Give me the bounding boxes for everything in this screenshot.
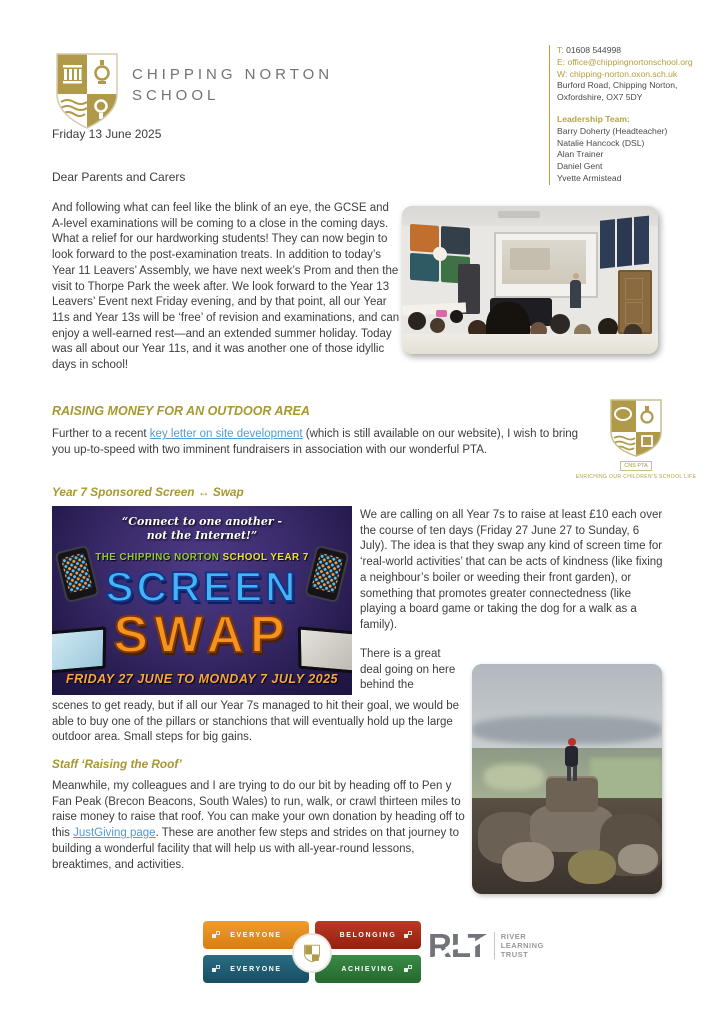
screen-swap-paragraph: We are calling on all Year 7s to raise at least £10 each over the course of ten days (Friday 27 June 27 to Sunday, 6 July). The idea is that they swap any kind of screen time for ‘real-world activities’ that can be acts of kindness (like fixing a neighbour’s boiler or weeding their front garden), or something that promotes greater connectedness (like playing a board game or taking the dog for a walk as a family). xyxy=(360,509,663,631)
phone-value: 01608 544998 xyxy=(566,45,622,55)
tv-icon xyxy=(52,626,106,673)
photo-detail-field-patch xyxy=(484,764,544,790)
email-value: office@chippingnortonschool.org xyxy=(567,56,693,67)
staff-paragraph xyxy=(52,779,472,873)
value-block-label: ACHIEVING xyxy=(341,965,395,973)
section-heading: RAISING MONEY FOR AN OUTDOOR AREA xyxy=(52,404,310,418)
contact-email xyxy=(557,57,724,69)
photo-detail-hiker-body xyxy=(565,746,578,767)
poster-dates: FRIDAY 27 JUNE TO MONDAY 7 JULY 2025 xyxy=(65,672,339,686)
pta-banner-label: CNS PTA xyxy=(620,461,651,471)
leadership-member: Barry Doherty (Headteacher) xyxy=(557,125,668,136)
photo-detail-head xyxy=(450,310,463,323)
poster-tagline-line2: not the Internet!” xyxy=(146,529,258,542)
rlt-name-line: TRUST xyxy=(500,950,529,959)
email-label: E: xyxy=(557,56,566,67)
school-name-line2: SCHOOL xyxy=(132,87,220,104)
photo-detail-vent xyxy=(498,211,540,218)
value-block-everyone-2 xyxy=(203,955,309,983)
subheading-screen-swap: Year 7 Sponsored Screen ↔ Swap xyxy=(52,485,244,499)
photo-detail-foreground xyxy=(402,334,658,354)
value-block-label: EVERYONE xyxy=(230,931,282,939)
poster-word-swap: SWAP xyxy=(113,606,291,664)
river-learning-trust-logo xyxy=(428,929,544,962)
photo-detail-rock xyxy=(502,842,554,882)
school-crest-icon xyxy=(55,52,119,135)
letter-date: Friday 13 June 2025 xyxy=(52,127,162,141)
justgiving-link[interactable]: JustGiving page xyxy=(73,827,156,840)
poster-word-screen: SCREEN xyxy=(105,563,299,610)
poster-strap-yellow: SCHOOL YEAR 7 xyxy=(219,552,309,563)
photo-detail-projector-screen xyxy=(494,232,598,298)
photo-detail-head xyxy=(430,318,445,333)
poster-tagline xyxy=(52,515,352,543)
contact-web xyxy=(557,69,724,81)
photo-detail-rock xyxy=(618,844,658,874)
salutation: Dear Parents and Carers xyxy=(52,170,186,184)
pta-crest xyxy=(566,398,706,480)
leadership-member: Daniel Gent xyxy=(557,161,603,172)
fundraiser-intro-before: Further to a recent xyxy=(52,428,150,440)
site-development-link[interactable]: key letter on site development xyxy=(149,428,303,440)
leadership-member: Alan Trainer xyxy=(557,149,604,160)
screen-swap-poster xyxy=(52,506,352,695)
contact-address-line1: Burford Road, Chipping Norton, xyxy=(557,80,678,91)
scenes-paragraph: scenes to get ready, but if all our Year 7s managed to hit their goal, we would be able to buy one of the pillars or stanchions that will eventually hold up the large outdoor area. Small steps for big gains. xyxy=(52,700,460,744)
contact-block xyxy=(549,45,724,185)
rlt-letters xyxy=(428,929,487,962)
poster-strap-green: THE CHIPPING NORTON xyxy=(95,552,220,563)
school-values-logo xyxy=(203,921,421,985)
rlt-name xyxy=(494,932,544,959)
photo-detail-pedestal xyxy=(546,776,598,812)
leadership-member: Yvette Armistead xyxy=(557,172,622,183)
value-block-icon xyxy=(212,965,220,973)
photo-detail-hiker-hat xyxy=(568,738,576,746)
great-deal-fragment: There is a great deal going on here behind the xyxy=(360,648,456,692)
rlt-abbr-text: RLT xyxy=(428,927,487,964)
poster-strapline xyxy=(52,552,352,563)
photo-detail-head xyxy=(408,312,426,330)
leadership-title: Leadership Team: xyxy=(557,113,630,124)
phone-label: T: xyxy=(557,45,564,55)
tv-icon xyxy=(298,626,352,673)
contact-address-line2: Oxfordshire, OX7 5DY xyxy=(557,92,643,103)
values-center-crest-icon xyxy=(294,935,330,971)
school-wordmark xyxy=(132,64,333,106)
school-name-line1: CHIPPING NORTON xyxy=(132,66,334,83)
pen-y-fan-photo xyxy=(472,664,662,894)
pta-crest-icon xyxy=(609,398,663,458)
value-block-icon xyxy=(404,931,412,939)
photo-detail-moss xyxy=(568,850,616,884)
value-block-icon xyxy=(212,931,220,939)
web-label: W: xyxy=(557,68,568,79)
fundraiser-intro-after: (which is still available on our website), I wish to bring you up-to-speed with two imminent fundraisers in association with our wonderful PTA. xyxy=(52,428,579,456)
leavers-assembly-photo xyxy=(402,206,658,354)
value-block-achieving xyxy=(315,955,421,983)
subheading-staff: Staff ‘Raising the Roof’ xyxy=(52,757,182,771)
photo-detail-hiker-leg xyxy=(567,766,571,781)
value-block-everyone-1 xyxy=(203,921,309,949)
rlt-name-line: LEARNING xyxy=(500,941,544,950)
fundraiser-intro-paragraph xyxy=(52,427,580,458)
contact-phone xyxy=(557,45,724,57)
staff-paragraph-before: Meanwhile, my colleagues and I are trying to do our bit by heading off to Pen y Fan Peak (Brecon Beacons, South Wales) to run, walk, or crawl thirteen miles to raise money to raise that roof. You can make your own donation by heading off to this xyxy=(52,780,465,840)
staff-paragraph-after: . These are another few steps and strides on that journey to building a wonderful facility that will help us with all-year-round lessons, breaktimes, and activities. xyxy=(52,827,460,871)
intro-paragraph: And following what can feel like the blink of an eye, the GCSE and A-level examinations will be coming to a close in the coming days. What a relief for our hardworking students! They can now begin to look forward to the post-examination treats. In addition to today’s Year 11 Leavers’ Assembly, we have next week’s Prom and then the visit to Thorpe Park the week after. We look forward to the Year 13 Leavers’ Event next Friday evening, and by that point, all our Year 11s and Year 13s will be ‘free’ of revision and examinations, and can enjoy a well-earned rest—and an extended summer holiday. Today was all about our Year 11s, and it was another one of those idyllic days in school! xyxy=(52,202,400,372)
photo-detail-head xyxy=(550,314,570,334)
value-block-label: BELONGING xyxy=(339,931,397,939)
value-block-label: EVERYONE xyxy=(230,965,282,973)
photo-detail-ridge xyxy=(472,716,662,744)
rlt-name-line: RIVER xyxy=(500,932,527,941)
web-value: chipping-norton.oxon.sch.uk xyxy=(569,68,678,79)
poster-tagline-line1: “Connect to one another - xyxy=(121,515,283,528)
photo-detail-pink-item xyxy=(436,310,447,317)
river-swoosh-icon xyxy=(426,931,490,967)
value-block-belonging xyxy=(315,921,421,949)
pta-tagline: ENRICHING OUR CHILDREN’S SCHOOL LIFE xyxy=(575,474,697,480)
value-block-icon xyxy=(404,965,412,973)
photo-detail-presenter xyxy=(570,280,581,308)
leadership-member: Natalie Hancock (DSL) xyxy=(557,137,645,148)
photo-detail-navy-boards xyxy=(600,215,652,270)
photo-detail-hiker-leg xyxy=(573,766,577,781)
